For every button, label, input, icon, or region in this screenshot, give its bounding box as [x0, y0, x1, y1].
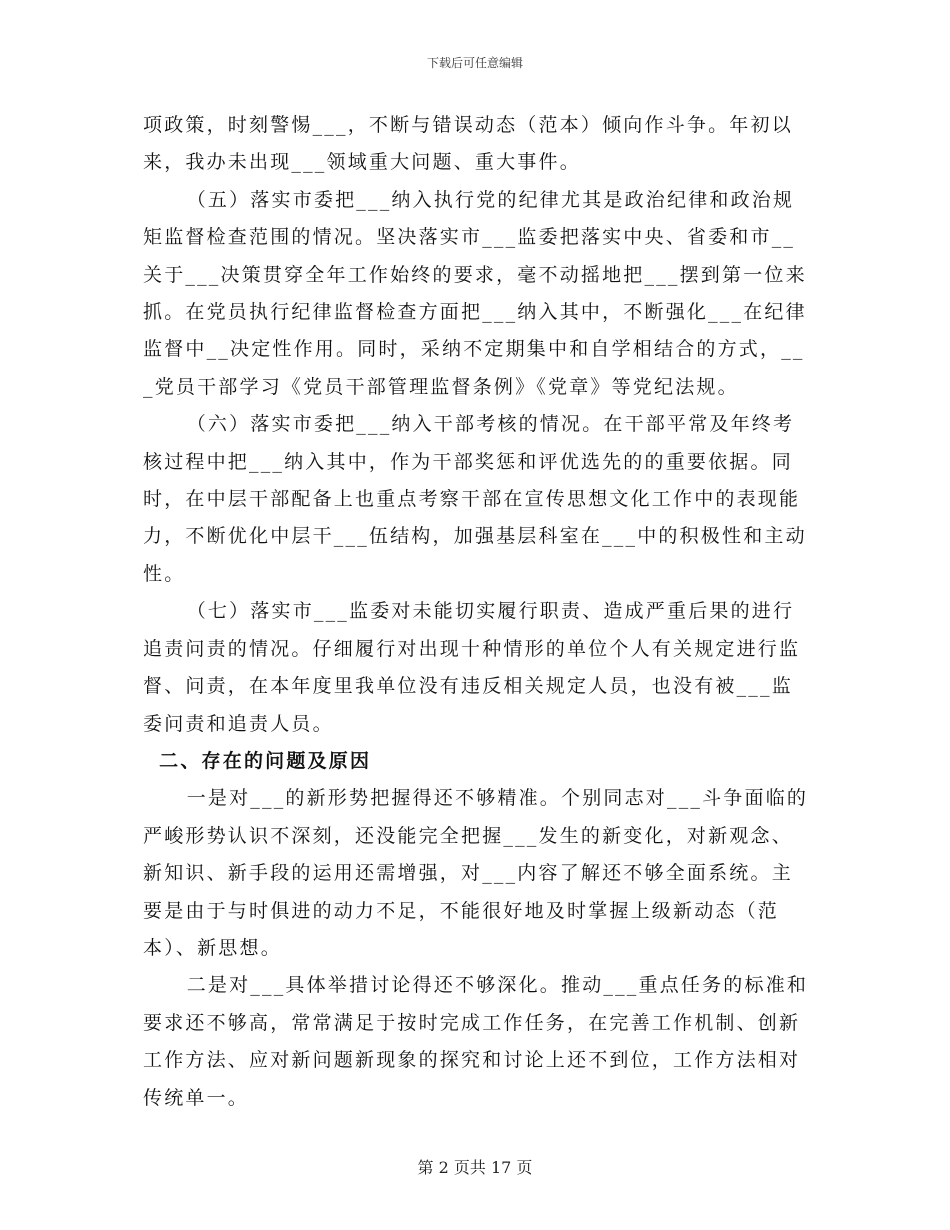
- paragraph-problem-one: 一是对___的新形势把握得还不够精准。个别同志对___斗争面临的严峻形势认识不深刻，还没能完全把握___发生的新变化，对新观念、新知识、新手段的运用还需增强，对___内容了解还不够全面系统。主要是由于与时俱进的动力不足，不能很好地及时掌握上级新动态（范本）、新思想。: [143, 787, 809, 959]
- section-heading-problems: 二、存在的问题及原因: [159, 749, 372, 772]
- paragraph-problem-two: 二是对___具体举措讨论得还不够深化。推动___重点任务的标准和要求还不够高，常常满足于按时完成工作任务，在完善工作机制、创新工作方法、应对新问题新现象的探究和讨论上还不到位，工作方法相对传统单一。: [143, 974, 809, 1109]
- paragraph-policy-vigilance: 项政策，时刻警惕___，不断与错误动态（范本）倾向作斗争。年初以来，我办未出现___领域重大问题、重大事件。: [143, 114, 793, 174]
- document-body: [143, 107, 813, 1117]
- paragraph-section-seven: （七）落实市___监委对未能切实履行职责、造成严重后果的进行追责问责的情况。仔细履行对出现十种情形的单位个人有关规定进行监督、问责，在本年度里我单位没有违反相关规定人员，也没有被___监委问责和追责人员。: [143, 600, 801, 735]
- page-header: 下载后可任意编辑: [426, 56, 523, 70]
- paragraph-section-five: （五）落实市委把___纳入执行党的纪律尤其是政治纪律和政治规矩监督检查范围的情况。坚决落实市___监委把落实中央、省委和市__关于___决策贯穿全年工作始终的要求，毫不动摇地把___摆到第一位来抓。在党员执行纪律监督检查方面把___纳入其中，不断强化___在纪律监督中__决定性作用。同时，采纳不定期集中和自学相结合的方式，___党员干部学习《党员干部管理监督条例》《党章》等党纪法规。: [143, 188, 807, 398]
- paragraph-section-six: （六）落实市委把___纳入干部考核的情况。在干部平常及年终考核过程中把___纳入其中，作为干部奖惩和评优选先的的重要依据。同时，在中层干部配备上也重点考察干部在宣传思想文化工作中的表现能力，不断优化中层干___伍结构，加强基层科室在___中的积极性和主动性。: [143, 413, 807, 585]
- page-number: 第 2 页共 17 页: [417, 1158, 533, 1177]
